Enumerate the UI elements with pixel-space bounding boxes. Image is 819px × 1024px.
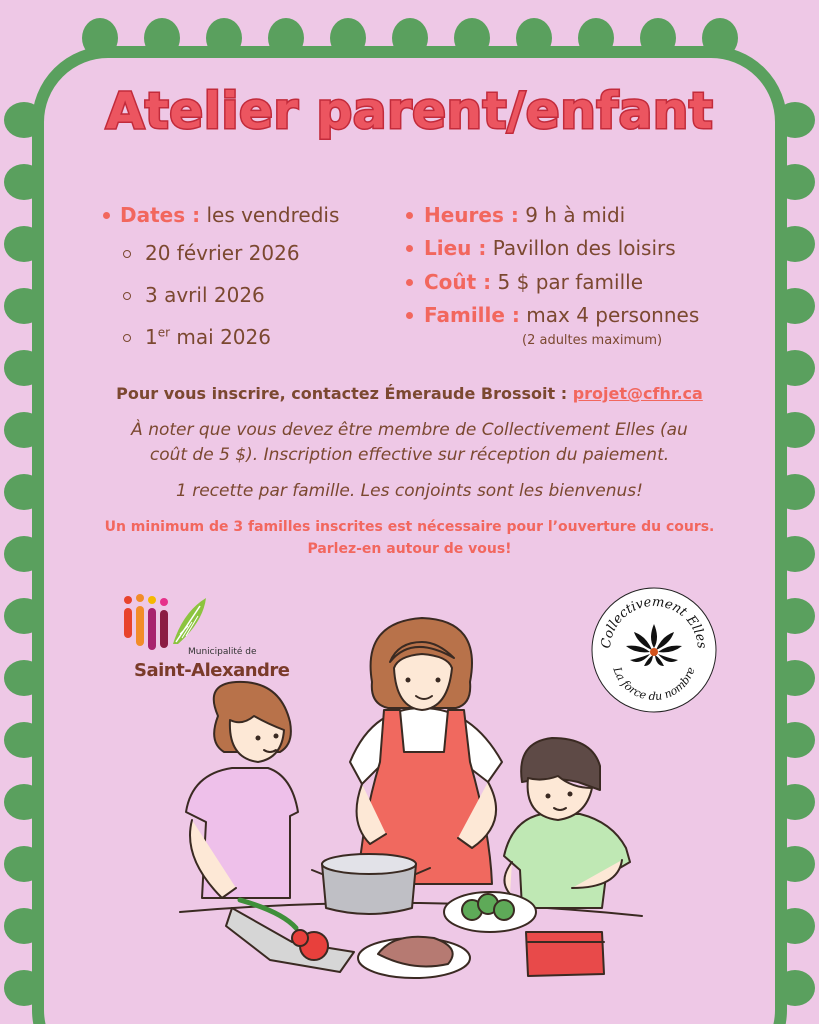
border-scallop bbox=[4, 288, 44, 324]
date-item: 20 février 2026 bbox=[145, 241, 300, 265]
hours-item: Heures : 9 h à midi bbox=[424, 203, 626, 227]
border-scallop bbox=[775, 164, 815, 200]
border-scallop bbox=[330, 18, 366, 58]
bullet-dot bbox=[406, 212, 413, 219]
border-scallop bbox=[4, 660, 44, 696]
border-scallop bbox=[775, 350, 815, 386]
minimum-note: Un minimum de 3 familles inscrites est nécessaire pour l’ouverture du cours. bbox=[104, 519, 715, 535]
recipe-note: 1 recette par famille. Les conjoints sont les bienvenus! bbox=[176, 481, 643, 501]
dates-label: Dates : bbox=[120, 203, 201, 227]
border-scallop bbox=[578, 18, 614, 58]
bullet-ring bbox=[123, 334, 131, 342]
border-scallop bbox=[144, 18, 180, 58]
bullet-dot bbox=[103, 212, 110, 219]
border-scallop bbox=[4, 784, 44, 820]
bullet-dot bbox=[406, 245, 413, 252]
border-scallop bbox=[4, 350, 44, 386]
border-scallop bbox=[268, 18, 304, 58]
bullet-ring bbox=[123, 292, 131, 300]
border-scallop bbox=[775, 784, 815, 820]
logo-top-text: Collectivement Elles bbox=[598, 594, 710, 650]
logo-small-text: Municipalité de bbox=[188, 647, 257, 657]
border-scallop bbox=[4, 970, 44, 1006]
date-item: 3 avril 2026 bbox=[145, 283, 265, 307]
membership-note: À noter que vous devez être membre de Collectivement Elles (au bbox=[131, 420, 688, 440]
border-scallop bbox=[516, 18, 552, 58]
border-scallop bbox=[775, 598, 815, 634]
border-scallop bbox=[82, 18, 118, 58]
border-scallop bbox=[775, 722, 815, 758]
border-scallop bbox=[4, 722, 44, 758]
cost-item: Coût : 5 $ par famille bbox=[424, 270, 643, 294]
contact-text: Pour vous inscrire, contactez Émeraude Brossoit : bbox=[116, 384, 568, 403]
logo-big-text: Saint-Alexandre bbox=[134, 660, 290, 681]
family-item: Famille : max 4 personnes bbox=[424, 303, 700, 327]
border-scallop bbox=[4, 226, 44, 262]
border-scallop bbox=[4, 908, 44, 944]
contact-line bbox=[0, 384, 819, 403]
border-scallop bbox=[4, 598, 44, 634]
dates-item bbox=[120, 203, 339, 227]
border-scallop bbox=[454, 18, 490, 58]
border-scallop bbox=[775, 288, 815, 324]
border-scallop bbox=[640, 18, 676, 58]
border-scallop bbox=[775, 660, 815, 696]
dates-value: les vendredis bbox=[206, 203, 340, 227]
bullet-dot bbox=[406, 279, 413, 286]
family-cooking-illustration bbox=[172, 612, 652, 992]
place-item: Lieu : Pavillon des loisirs bbox=[424, 236, 676, 260]
page-title: Atelier parent/enfant bbox=[105, 82, 714, 140]
spread-word-note: Parlez-en autour de vous! bbox=[307, 541, 512, 557]
bullet-ring bbox=[123, 250, 131, 258]
date-item: 1er mai 2026 bbox=[145, 325, 271, 349]
border-scallop bbox=[4, 164, 44, 200]
border-scallop bbox=[775, 908, 815, 944]
border-scallop bbox=[702, 18, 738, 58]
bullet-dot bbox=[406, 312, 413, 319]
border-scallop bbox=[392, 18, 428, 58]
border-scallop bbox=[4, 846, 44, 882]
membership-note-2: coût de 5 $). Inscription effective sur réception du paiement. bbox=[149, 445, 670, 465]
email-link[interactable]: projet@cfhr.ca bbox=[572, 384, 703, 403]
border-scallop bbox=[775, 970, 815, 1006]
border-scallop bbox=[206, 18, 242, 58]
logo-bottom-text: La force du nombre bbox=[610, 665, 698, 704]
border-scallop bbox=[775, 846, 815, 882]
border-scallop bbox=[775, 226, 815, 262]
family-note: (2 adultes maximum) bbox=[522, 333, 663, 348]
